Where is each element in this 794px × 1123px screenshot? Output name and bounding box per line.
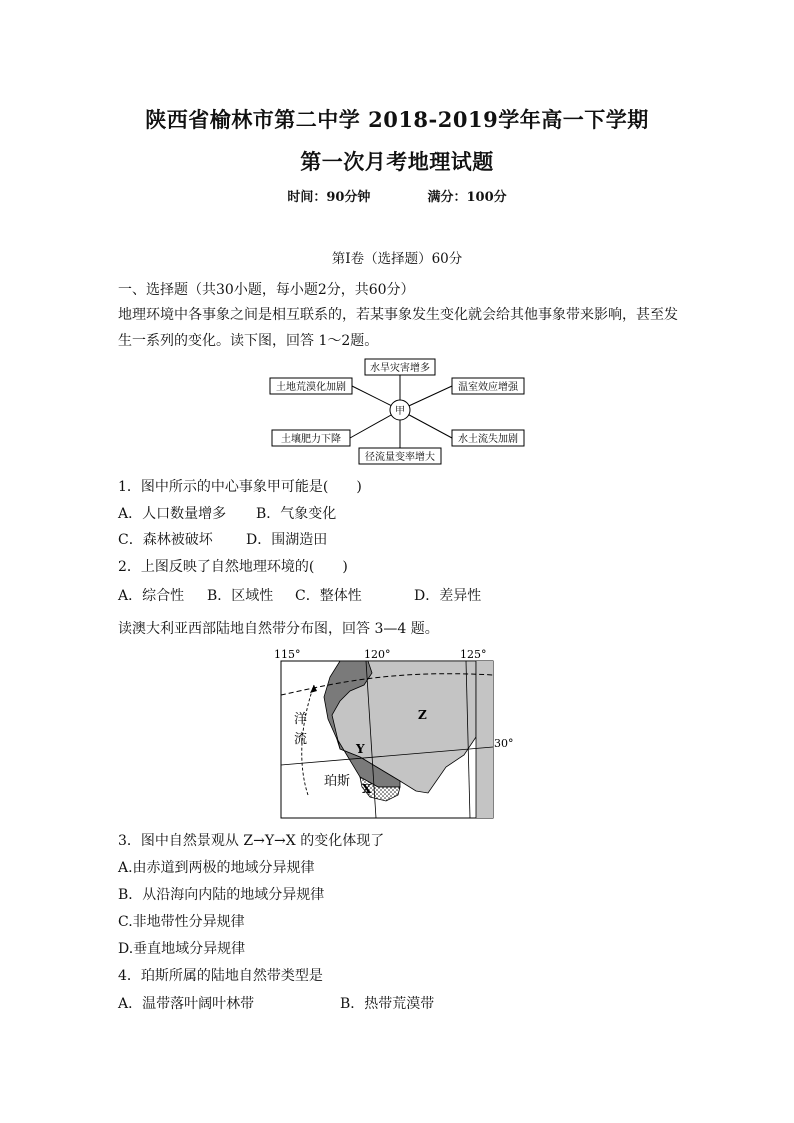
intro-line-1: 地理环境中各事象之间是相互联系的，若某事象发生变化就会给其他事象带来影响，甚至发: [118, 307, 678, 323]
city-label-perth: 珀斯: [324, 774, 351, 789]
q1-options: [0, 503, 794, 523]
title-line-2: 第一次月考地理试题: [300, 149, 494, 174]
q2-option-d[interactable]: D．差异性: [414, 588, 482, 604]
q2-option-c[interactable]: C．整体性: [295, 588, 362, 604]
q3-option-d[interactable]: D.垂直地域分异规律: [118, 941, 246, 957]
zone-x-label: X: [362, 782, 372, 796]
q1-option-d[interactable]: D．围湖造田: [246, 532, 328, 548]
exam-time: 时间：90分钟: [287, 190, 371, 205]
box-upper-left: [270, 378, 352, 394]
q3-stem: 3．图中自然景观从 Z→Y→X 的变化体现了: [118, 833, 385, 849]
q1-options-2: [0, 529, 794, 549]
zone-z-label: Z: [418, 708, 427, 722]
exam-meta: [0, 186, 794, 205]
q1-option-c[interactable]: C．森林被破坏: [118, 532, 213, 548]
q3-option-a[interactable]: A.由赤道到两极的地域分异规律: [118, 860, 315, 876]
intro-line-2: 生一系列的变化。读下图，回答 1～2题。: [118, 333, 379, 349]
exam-score: 满分：100分: [427, 190, 507, 205]
box-lower-left-label: 土壤肥力下降: [281, 434, 341, 445]
q3-option-b[interactable]: B．从沿海向内陆的地域分异规律: [118, 887, 325, 903]
box-top: [365, 359, 435, 375]
part-one-heading: 一、选择题（共30小题，每小题2分，共60分）: [118, 282, 415, 298]
title-line-1: 陕西省榆林市第二中学 2018-2019学年高一下学期: [145, 107, 649, 132]
relation-diagram: [262, 356, 532, 468]
lon-label-120: 120°: [364, 648, 391, 661]
box-upper-left-label: 土地荒漠化加剧: [276, 382, 346, 393]
q2-option-b[interactable]: B．区域性: [207, 588, 274, 604]
lon-label-115: 115°: [274, 648, 301, 661]
q2-option-a[interactable]: A．综合性: [118, 588, 185, 604]
map-intro: 读澳大利亚西部陆地自然带分布图，回答 3—4 题。: [118, 621, 439, 637]
box-lower-right-label: 水土流失加剧: [458, 434, 518, 445]
section-heading: 第Ⅰ卷（选择题）60分: [331, 251, 463, 267]
australia-map: [268, 645, 518, 821]
lat-label-30: 30°: [494, 737, 514, 750]
q1-option-a[interactable]: A．人口数量增多: [118, 506, 227, 522]
q1-stem: 1．图中所示的中心事象甲可能是( ): [118, 479, 362, 495]
q2-options: [0, 585, 794, 605]
box-lower-right: [452, 430, 524, 446]
current-label-1: 洋: [294, 712, 308, 727]
box-top-label: 水旱灾害增多: [370, 363, 430, 374]
q2-stem: 2．上图反映了自然地理环境的( ): [118, 559, 348, 575]
q4-stem: 4．珀斯所属的陆地自然带类型是: [118, 968, 323, 984]
center-node-label: 甲: [395, 406, 405, 417]
q4-option-a[interactable]: A．温带落叶阔叶林带: [118, 996, 255, 1012]
q1-option-b[interactable]: B．气象变化: [256, 506, 337, 522]
q3-option-c[interactable]: C.非地带性分异规律: [118, 914, 245, 930]
box-upper-right: [452, 378, 524, 394]
q4-option-b[interactable]: B．热带荒漠带: [340, 996, 435, 1012]
box-bottom: [359, 448, 441, 464]
center-node: [390, 400, 410, 420]
box-upper-right-label: 温室效应增强: [458, 382, 518, 393]
box-bottom-label: 径流量变率增大: [365, 452, 435, 463]
zone-y-label: Y: [356, 742, 365, 756]
box-lower-left: [272, 430, 350, 446]
current-label-2: 流: [294, 732, 308, 747]
q4-options: [0, 993, 794, 1013]
lon-label-125: 125°: [460, 648, 487, 661]
